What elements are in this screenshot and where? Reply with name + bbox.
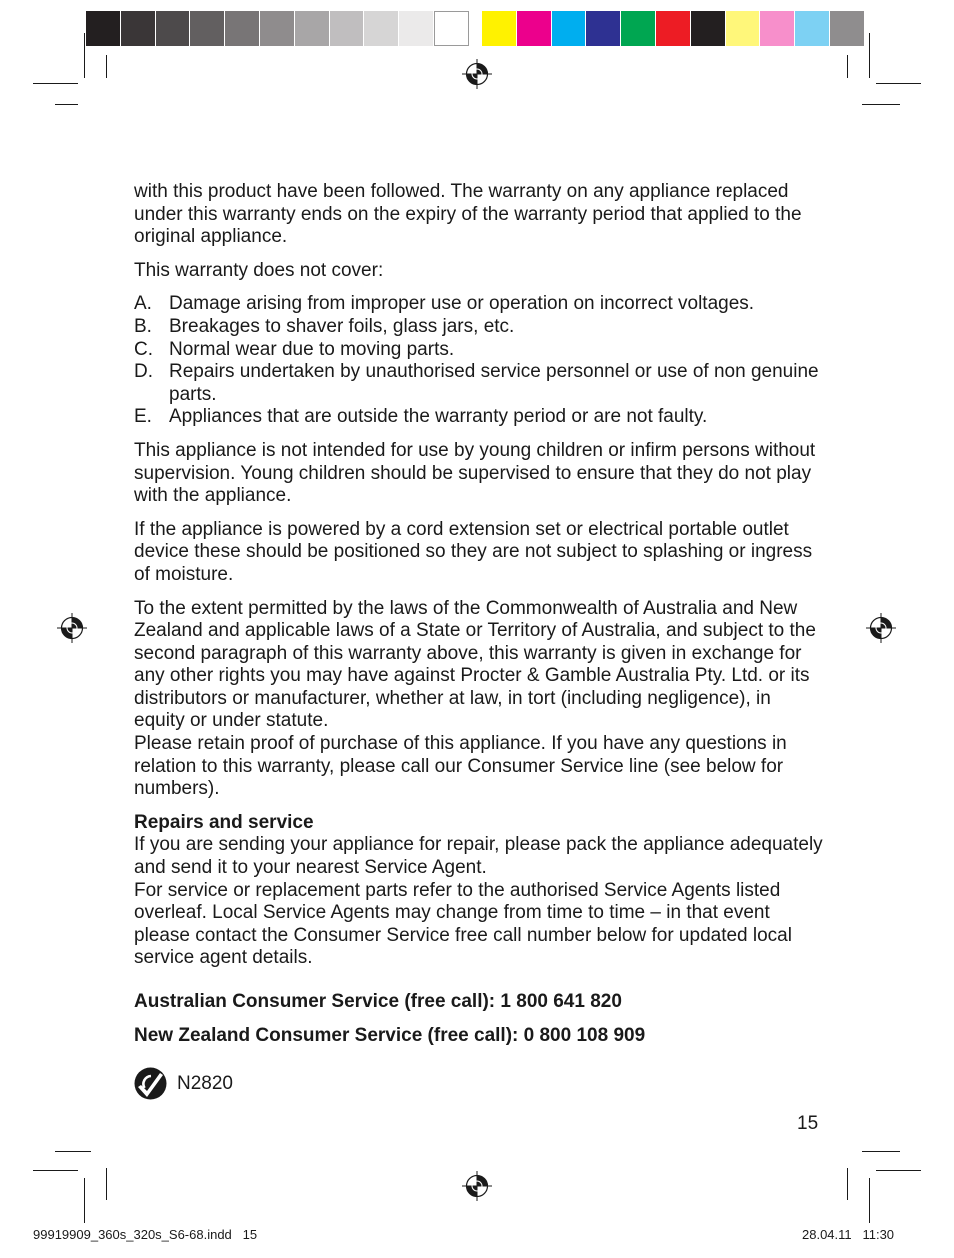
color-swatch	[434, 11, 469, 46]
list-item-text: Appliances that are outside the warranty period or are not faulty.	[169, 406, 708, 428]
list-letter: E.	[134, 406, 152, 428]
color-swatch	[295, 11, 330, 46]
crop-mark	[84, 33, 85, 78]
crop-mark	[33, 1170, 78, 1171]
color-swatch	[121, 11, 156, 46]
color-swatch	[656, 11, 691, 46]
list-item-text: Normal wear due to moving parts.	[169, 338, 455, 360]
legal-notice: To the extent permitted by the laws of the Commonwealth of Australia and New Zealand and applicable laws of a State or Territory of Australia, and subject to the second paragraph of this warranty above, this warranty is given in exchange for any other rights you may have against Procter & Gamble Australia Pty. Ltd. or its distributors or manufacturer, whether at law, in tort (including negligence), in equity or under statute.	[134, 597, 816, 732]
color-swatch	[190, 11, 225, 46]
au-service-line: Australian Consumer Service (free call): 1 800 641 820	[134, 991, 622, 1012]
list-item	[134, 406, 824, 429]
color-swatch	[830, 11, 865, 46]
c-tick-icon	[134, 1067, 167, 1100]
crop-mark	[862, 104, 900, 105]
slug-timestamp: 28.04.11 11:30	[802, 1227, 895, 1242]
crop-mark	[33, 83, 78, 84]
registration-mark-icon	[462, 1171, 492, 1201]
exclusion-list	[134, 293, 824, 429]
color-swatch	[621, 11, 656, 46]
list-item-text: Damage arising from improper use or operation on incorrect voltages.	[169, 293, 755, 315]
list-letter: D.	[134, 361, 153, 383]
color-swatch	[225, 11, 260, 46]
nz-service-line: New Zealand Consumer Service (free call): 0 800 108 909	[134, 1024, 646, 1046]
color-swatch	[691, 11, 726, 46]
color-swatch	[726, 11, 761, 46]
crop-mark	[847, 1168, 848, 1200]
list-item-text: Repairs undertaken by unauthorised service personnel or use of non genuine parts.	[169, 361, 819, 405]
legal-notice-block	[134, 598, 824, 801]
color-swatch	[795, 11, 830, 46]
registration-mark-icon	[57, 613, 87, 643]
approval-mark	[134, 1067, 233, 1100]
not-cover-lead: This warranty does not cover:	[134, 259, 384, 281]
crop-mark	[106, 1168, 107, 1200]
repairs-heading: Repairs and service	[134, 811, 314, 833]
approval-code: N2820	[177, 1072, 233, 1094]
crop-mark	[84, 1178, 85, 1223]
color-swatch	[552, 11, 587, 46]
repairs-text: If you are sending your appliance for repair, please pack the appliance adequately and send it to your nearest Service Agent.	[134, 834, 823, 879]
list-item	[134, 339, 824, 362]
crop-mark	[869, 1178, 870, 1223]
color-swatch	[86, 11, 121, 46]
color-swatch	[364, 11, 399, 46]
warranty-text	[134, 181, 824, 1058]
color-swatch	[517, 11, 552, 46]
color-swatch	[482, 11, 517, 46]
registration-mark-icon	[866, 613, 896, 643]
color-swatch	[330, 11, 365, 46]
list-item	[134, 361, 824, 406]
list-letter: C.	[134, 338, 153, 360]
crop-mark	[55, 1151, 91, 1152]
color-swatch	[586, 11, 621, 46]
grayscale-color-bar	[86, 11, 469, 46]
service-parts-text: For service or replacement parts refer to the authorised Service Agents listed overleaf. Local Service Agents may change from time to time – in that event please contact the Consumer Service free call number below for updated local service agent details.	[134, 879, 792, 969]
extension-notice: If the appliance is powered by a cord extension set or electrical portable outlet device these should be positioned so they are not subject to splashing or ingress of moisture.	[134, 518, 813, 585]
retain-notice: Please retain proof of purchase of this appliance. If you have any questions in relation to this warranty, please call our Consumer Service line (see below for numbers).	[134, 733, 787, 800]
intro-paragraph: with this product have been followed. The warranty on any appliance replaced under this warranty ends on the expiry of the warranty period that applied to the original appliance.	[134, 181, 802, 248]
crop-mark	[106, 55, 107, 78]
crop-mark	[847, 55, 848, 78]
registration-mark-icon	[462, 59, 492, 89]
crop-mark	[55, 104, 78, 105]
list-item-text: Breakages to shaver foils, glass jars, etc.	[169, 315, 515, 337]
crop-mark	[876, 1170, 921, 1171]
crop-mark	[869, 33, 870, 78]
list-letter: B.	[134, 315, 152, 337]
color-swatch	[399, 11, 434, 46]
slug-file-name: 99919909_360s_320s_S6-68.indd 15	[33, 1227, 258, 1242]
list-letter: A.	[134, 293, 152, 315]
color-swatch	[760, 11, 795, 46]
process-color-bar	[482, 11, 865, 46]
list-item	[134, 293, 824, 316]
color-swatch	[156, 11, 191, 46]
page-number: 15	[797, 1113, 819, 1134]
color-swatch	[260, 11, 295, 46]
children-notice: This appliance is not intended for use by young children or infirm persons without supervision. Young children should be supervised to ensure that they do not play with the appliance.	[134, 439, 816, 507]
list-item	[134, 316, 824, 339]
crop-mark	[876, 83, 921, 84]
crop-mark	[862, 1151, 900, 1152]
repairs-section	[134, 812, 824, 970]
